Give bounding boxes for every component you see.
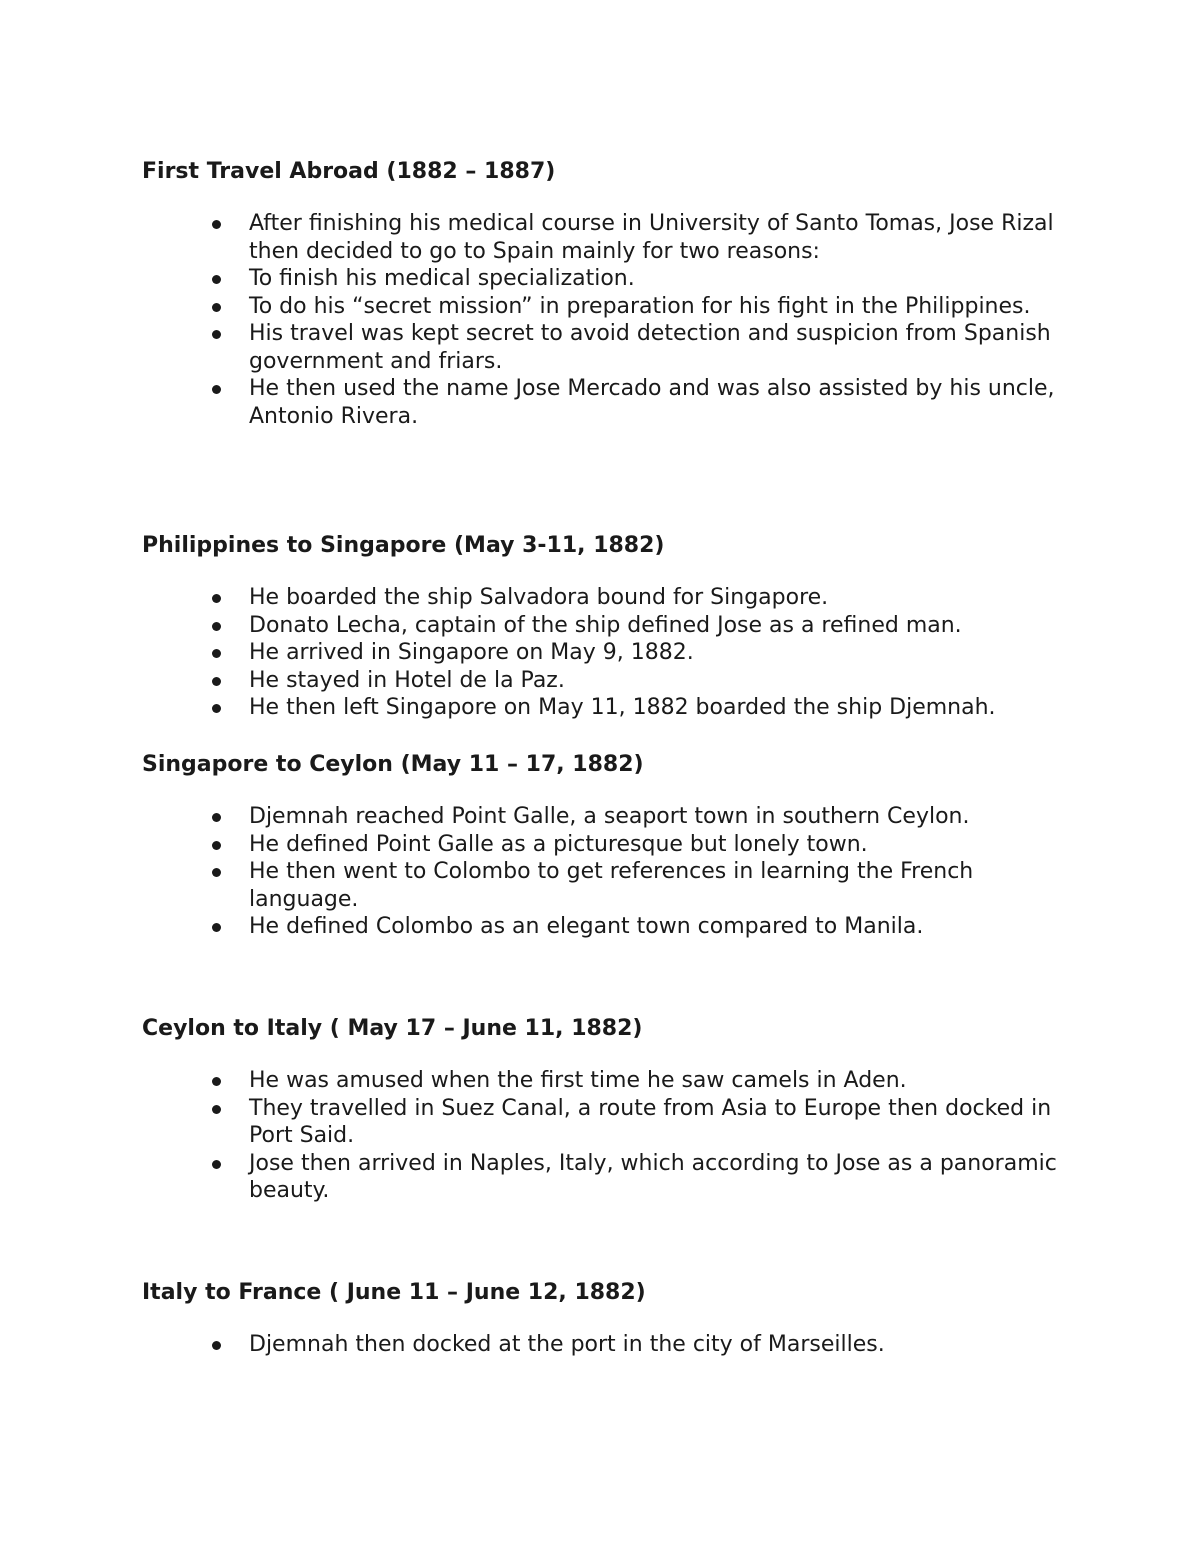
list-item-text: He then used the name Jose Mercado and was also assisted by his uncle, Antonio Rivera. — [249, 376, 1055, 429]
list-item-text: Djemnah reached Point Galle, a seaport town in southern Ceylon. — [249, 804, 970, 829]
list-item-text: They travelled in Suez Canal, a route from Asia to Europe then docked in Port Said. — [249, 1095, 1052, 1148]
section-ceylon-to-italy — [142, 1015, 1062, 1205]
list-item — [142, 639, 1062, 667]
section-heading: Philippines to Singapore (May 3-11, 1882) — [142, 533, 665, 558]
list-item — [142, 1095, 1062, 1150]
bullet-dot-icon — [212, 677, 221, 686]
bullet-dot-icon — [212, 303, 221, 312]
bullet-list — [142, 803, 1062, 941]
list-item — [142, 913, 1062, 941]
list-item-text: Donato Lecha, captain of the ship defined Jose as a refined man. — [249, 612, 962, 638]
list-item — [142, 803, 1062, 831]
list-item-text: He then went to Colombo to get references in learning the French language. — [249, 859, 974, 912]
list-item — [142, 1067, 1062, 1095]
section-singapore-to-ceylon — [142, 751, 1062, 941]
list-item — [142, 858, 1062, 913]
list-item-text: To do his “secret mission” in preparation for his fight in the Philippines. — [249, 293, 1031, 319]
bullet-dot-icon — [212, 813, 221, 822]
section-first-travel-abroad — [142, 158, 1062, 430]
bullet-list — [142, 1067, 1062, 1205]
list-item-text: To finish his medical specialization. — [249, 266, 635, 291]
list-item-text: Djemnah then docked at the port in the city of Marseilles. — [249, 1332, 885, 1357]
list-item — [142, 667, 1062, 695]
list-item-text: After finishing his medical course in University of Santo Tomas, Jose Rizal then decided to go to Spain mainly for two reasons: — [249, 211, 1054, 264]
bullet-dot-icon — [212, 1341, 221, 1350]
bullet-dot-icon — [212, 868, 221, 877]
list-item-text: He stayed in Hotel de la Paz. — [249, 667, 565, 693]
section-italy-to-france — [142, 1279, 1062, 1359]
list-item — [142, 320, 1062, 375]
bullet-dot-icon — [212, 594, 221, 603]
list-item-text: He then left Singapore on May 11, 1882 boarded the ship Djemnah. — [249, 695, 996, 720]
list-item-text: He defined Point Galle as a picturesque but lonely town. — [249, 831, 868, 857]
bullet-list — [142, 584, 1062, 722]
list-item — [142, 831, 1062, 859]
bullet-dot-icon — [212, 841, 221, 850]
list-item-text: He boarded the ship Salvadora bound for Singapore. — [249, 585, 829, 610]
list-item — [142, 375, 1062, 430]
bullet-dot-icon — [212, 1160, 221, 1169]
bullet-list — [142, 210, 1062, 430]
list-item — [142, 1150, 1062, 1205]
section-philippines-to-singapore — [142, 532, 1062, 722]
bullet-dot-icon — [212, 385, 221, 394]
list-item — [142, 584, 1062, 612]
bullet-dot-icon — [212, 1105, 221, 1114]
bullet-dot-icon — [212, 622, 221, 631]
section-heading: First Travel Abroad (1882 – 1887) — [142, 159, 556, 184]
list-item-text: He was amused when the first time he saw camels in Aden. — [249, 1068, 907, 1093]
bullet-list — [142, 1331, 1062, 1359]
list-item — [142, 265, 1062, 293]
bullet-dot-icon — [212, 1077, 221, 1086]
bullet-dot-icon — [212, 330, 221, 339]
list-item-text: He arrived in Singapore on May 9, 1882. — [249, 640, 694, 665]
list-item — [142, 1331, 1062, 1359]
list-item-text: His travel was kept secret to avoid detection and suspicion from Spanish government and friars. — [249, 321, 1051, 374]
list-item — [142, 612, 1062, 640]
list-item-text: He defined Colombo as an elegant town compared to Manila. — [249, 914, 924, 939]
list-item — [142, 694, 1062, 722]
bullet-dot-icon — [212, 649, 221, 658]
section-heading: Singapore to Ceylon (May 11 – 17, 1882) — [142, 752, 644, 777]
bullet-dot-icon — [212, 704, 221, 713]
bullet-dot-icon — [212, 220, 221, 229]
section-heading: Ceylon to Italy ( May 17 – June 11, 1882) — [142, 1016, 643, 1041]
list-item — [142, 293, 1062, 321]
bullet-dot-icon — [212, 923, 221, 932]
list-item-text: Jose then arrived in Naples, Italy, which according to Jose as a panoramic beauty. — [249, 1150, 1057, 1203]
section-heading: Italy to France ( June 11 – June 12, 1882) — [142, 1280, 646, 1305]
list-item — [142, 210, 1062, 265]
bullet-dot-icon — [212, 275, 221, 284]
